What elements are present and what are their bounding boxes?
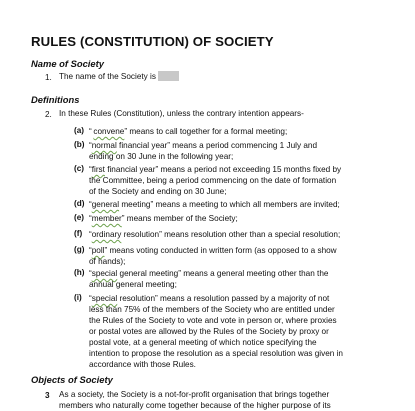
- definition-line: postal vote, at a general meeting of which notice specifying the: [89, 338, 317, 347]
- redacted-society-name: [158, 71, 179, 81]
- definition-line: less than 75% of the members of the Society who are entitled under: [89, 305, 335, 314]
- definition-line: “special resolution” means a resolution passed by a majority of not: [89, 294, 330, 303]
- definition-marker: (b): [74, 140, 85, 149]
- definition-marker: (h): [74, 268, 85, 277]
- section-heading-objects: Objects of Society: [31, 374, 113, 385]
- definition-line: of the Society and ending on 30 June;: [89, 187, 227, 196]
- definition-line: “poll” means voting conducted in written form (as opposed to a show: [89, 246, 337, 255]
- definition-line: accordance with those Rules.: [89, 360, 196, 369]
- clause-1: [59, 71, 179, 82]
- definition-marker: (c): [74, 164, 85, 173]
- definition-marker: (d): [74, 199, 85, 208]
- clause-1-text: The name of the Society is: [59, 72, 156, 81]
- definition-line: “normal financial year” means a period commencing 1 July and: [89, 141, 318, 150]
- clause-number-1: 1.: [45, 73, 52, 82]
- definition-marker: (e): [74, 213, 85, 222]
- document-title: RULES (CONSTITUTION) OF SOCIETY: [31, 34, 274, 49]
- defined-term: normal: [91, 141, 117, 150]
- definition-line: “first financial year” means a period not exceeding 15 months fixed by: [89, 165, 342, 174]
- clause-number-2: 2.: [45, 110, 52, 119]
- defined-term: member: [91, 214, 122, 223]
- definition-line: of hands);: [89, 257, 126, 266]
- definition-marker: (g): [74, 245, 85, 254]
- defined-term: first: [91, 165, 105, 174]
- definition-line: annual general meeting;: [89, 280, 177, 289]
- defined-term: poll: [91, 246, 105, 255]
- defined-term: special: [91, 294, 118, 303]
- definition-marker: (f): [74, 229, 83, 238]
- definition-line: “member” means member of the Society;: [89, 214, 238, 223]
- defined-term: general: [91, 200, 120, 209]
- defined-term: ordinary: [91, 230, 122, 239]
- defined-term: special: [91, 269, 118, 278]
- clause-3-line-2: members who naturally come together because of the higher purpose of its: [59, 401, 331, 410]
- section-heading-name: Name of Society: [31, 58, 104, 69]
- clause-2-text: In these Rules (Constitution), unless the contrary intention appears-: [59, 109, 304, 118]
- definition-line: the Committee, being a period commencing on the date of formation: [89, 176, 337, 185]
- definition-marker: (a): [74, 126, 85, 135]
- definition-marker: (i): [74, 293, 82, 302]
- definition-line: or postal votes are allowed by the Rules of the Society by proxy or: [89, 327, 329, 336]
- definition-line: “ convene” means to call together for a formal meeting;: [89, 127, 288, 136]
- definition-line: “ordinary resolution” means resolution other than a special resolution;: [89, 230, 341, 239]
- definition-line: ending on 30 June in the following year;: [89, 152, 234, 161]
- definition-line: the Rules of the Society to vote and vote in person or, where proxies: [89, 316, 337, 325]
- definition-line: “special general meeting” means a general meeting other than the: [89, 269, 329, 278]
- clause-number-3: 3: [45, 391, 50, 400]
- defined-term: convene: [93, 127, 125, 136]
- definition-line: intention to propose the resolution as a special resolution was given in: [89, 349, 343, 358]
- section-heading-definitions: Definitions: [31, 94, 80, 105]
- definition-line: “general meeting” means a meeting to which all members are invited;: [89, 200, 340, 209]
- clause-3-line-1: As a society, the Society is a not-for-profit organisation that brings together: [59, 390, 330, 399]
